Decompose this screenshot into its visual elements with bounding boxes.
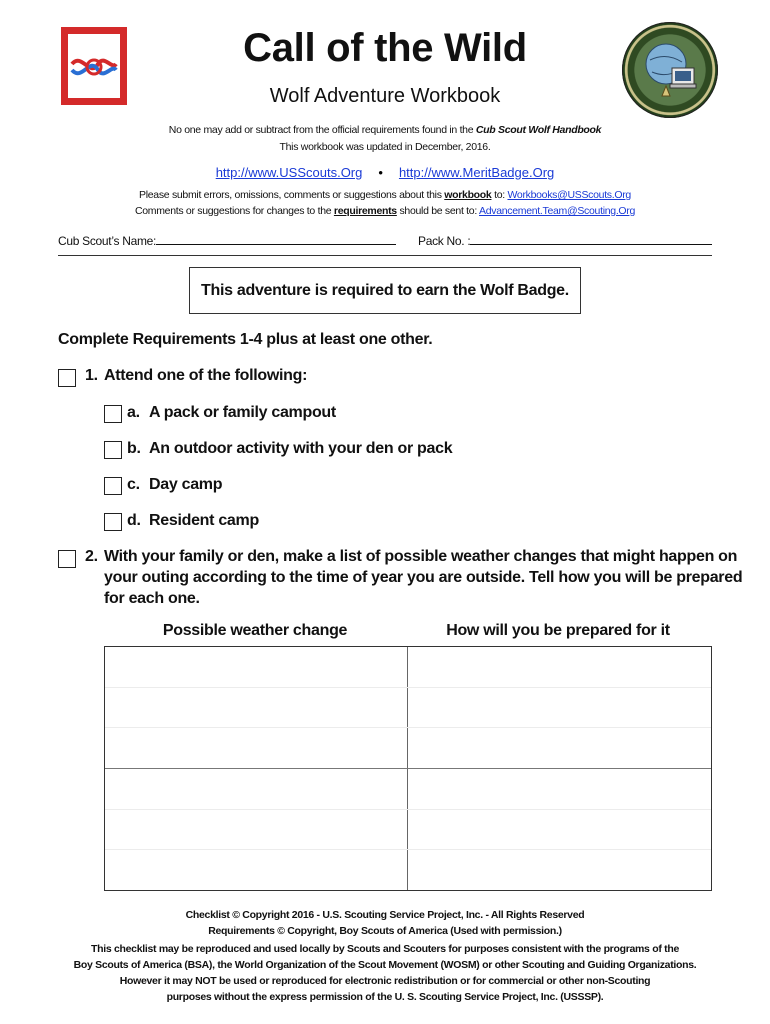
table-row-divider — [105, 727, 711, 728]
requirement-1b-checkbox[interactable] — [104, 441, 122, 459]
requirement-1c-text: Day camp — [149, 476, 223, 493]
pack-number-label: Pack No. : — [418, 234, 471, 248]
table-row-divider — [105, 849, 711, 850]
updated-notice: This workbook was updated in December, 2016. — [279, 141, 491, 153]
requirement-1c-letter: c. — [127, 476, 140, 493]
requirement-1-text: Attend one of the following: — [104, 367, 308, 384]
scout-name-field[interactable] — [58, 233, 396, 248]
workbook-subtitle: Wolf Adventure Workbook — [269, 85, 501, 107]
requirement-1d-text: Resident camp — [149, 512, 259, 529]
requirement-2-line-2: your outing according to the time of year you are outside. Tell how you will be prepared — [104, 569, 743, 586]
requirement-1b-text: An outdoor activity with your den or pack — [149, 440, 453, 457]
required-adventure-box: This adventure is required to earn the Wolf Badge. — [189, 267, 581, 314]
requirement-1a-letter: a. — [127, 404, 140, 421]
footer-copyright-line-2: Requirements © Copyright, Boy Scouts of America (Used with permission.) — [208, 925, 562, 937]
requirement-1a-checkbox[interactable] — [104, 405, 122, 423]
weather-table — [104, 646, 712, 891]
requirement-1c-checkbox[interactable] — [104, 477, 122, 495]
requirement-1-number: 1. — [85, 367, 98, 384]
footer-usage-line-1: This checklist may be reproduced and used locally by Scouts and Scouters for purposes consistent with the programs of the — [90, 943, 679, 955]
meritbadge-link[interactable]: http://www.MeritBadge.Org — [398, 165, 555, 180]
table-header-weather-change: Possible weather change — [162, 622, 348, 639]
requirement-1b-letter: b. — [127, 440, 141, 457]
requirement-2-line-3: for each one. — [104, 590, 200, 607]
handbook-name: Cub Scout Wolf Handbook — [475, 124, 602, 136]
requirement-2-checkbox[interactable] — [58, 550, 76, 568]
pack-number-field[interactable] — [418, 233, 712, 248]
requirement-2-line-1: With your family or den, make a list of possible weather changes that might happen on — [104, 548, 738, 565]
requirements-notice: No one may add or subtract from the official requirements found in the Cub Scout Wolf Handbook — [168, 124, 602, 136]
link-separator: • — [378, 165, 383, 180]
requirement-1a-text: A pack or family campout — [149, 404, 336, 421]
requirement-1-checkbox[interactable] — [58, 369, 76, 387]
usscouts-link[interactable]: http://www.USScouts.Org — [215, 165, 363, 180]
instructions: Complete Requirements 1-4 plus at least one other. — [58, 331, 433, 348]
requirements-comments-line: Comments or suggestions for changes to the requirements should be sent to: Advancement.Team@Scouting.Org — [134, 205, 636, 217]
workbook-title: Call of the Wild — [243, 26, 527, 70]
table-row-divider — [105, 687, 711, 688]
table-header-preparation: How will you be prepared for it — [446, 622, 670, 639]
table-row-divider — [105, 768, 711, 769]
scout-name-label: Cub Scout’s Name: — [58, 234, 157, 248]
footer-usage-line-2: Boy Scouts of America (BSA), the World Organization of the Scout Movement (WOSM) or other Scouting and Guiding Organizations. — [73, 959, 697, 971]
footer-usage-line-4: purposes without the express permission of the U. S. Scouting Service Project, Inc. (USSSP). — [166, 991, 604, 1003]
submit-errors-line: Please submit errors, omissions, comments or suggestions about this workbook to: Workbooks@USScouts.Org — [139, 189, 631, 201]
table-row-divider — [105, 809, 711, 810]
requirement-1d-checkbox[interactable] — [104, 513, 122, 531]
scout-name-blank[interactable] — [156, 233, 396, 245]
footer-usage-line-3: However it may NOT be used or reproduced for electronic redistribution or for commercial or other non-Scouting — [119, 975, 651, 987]
requirement-1d-letter: d. — [127, 512, 141, 529]
workbooks-email-link[interactable]: Workbooks@USScouts.Org — [507, 189, 631, 201]
header-divider — [58, 255, 712, 256]
website-links — [0, 165, 770, 180]
pack-number-blank[interactable] — [470, 233, 712, 245]
advancement-email-link[interactable]: Advancement.Team@Scouting.Org — [479, 205, 636, 217]
requirement-2-number: 2. — [85, 548, 98, 565]
footer-copyright-line-1: Checklist © Copyright 2016 - U.S. Scouting Service Project, Inc. - All Rights Reserved — [185, 909, 585, 921]
